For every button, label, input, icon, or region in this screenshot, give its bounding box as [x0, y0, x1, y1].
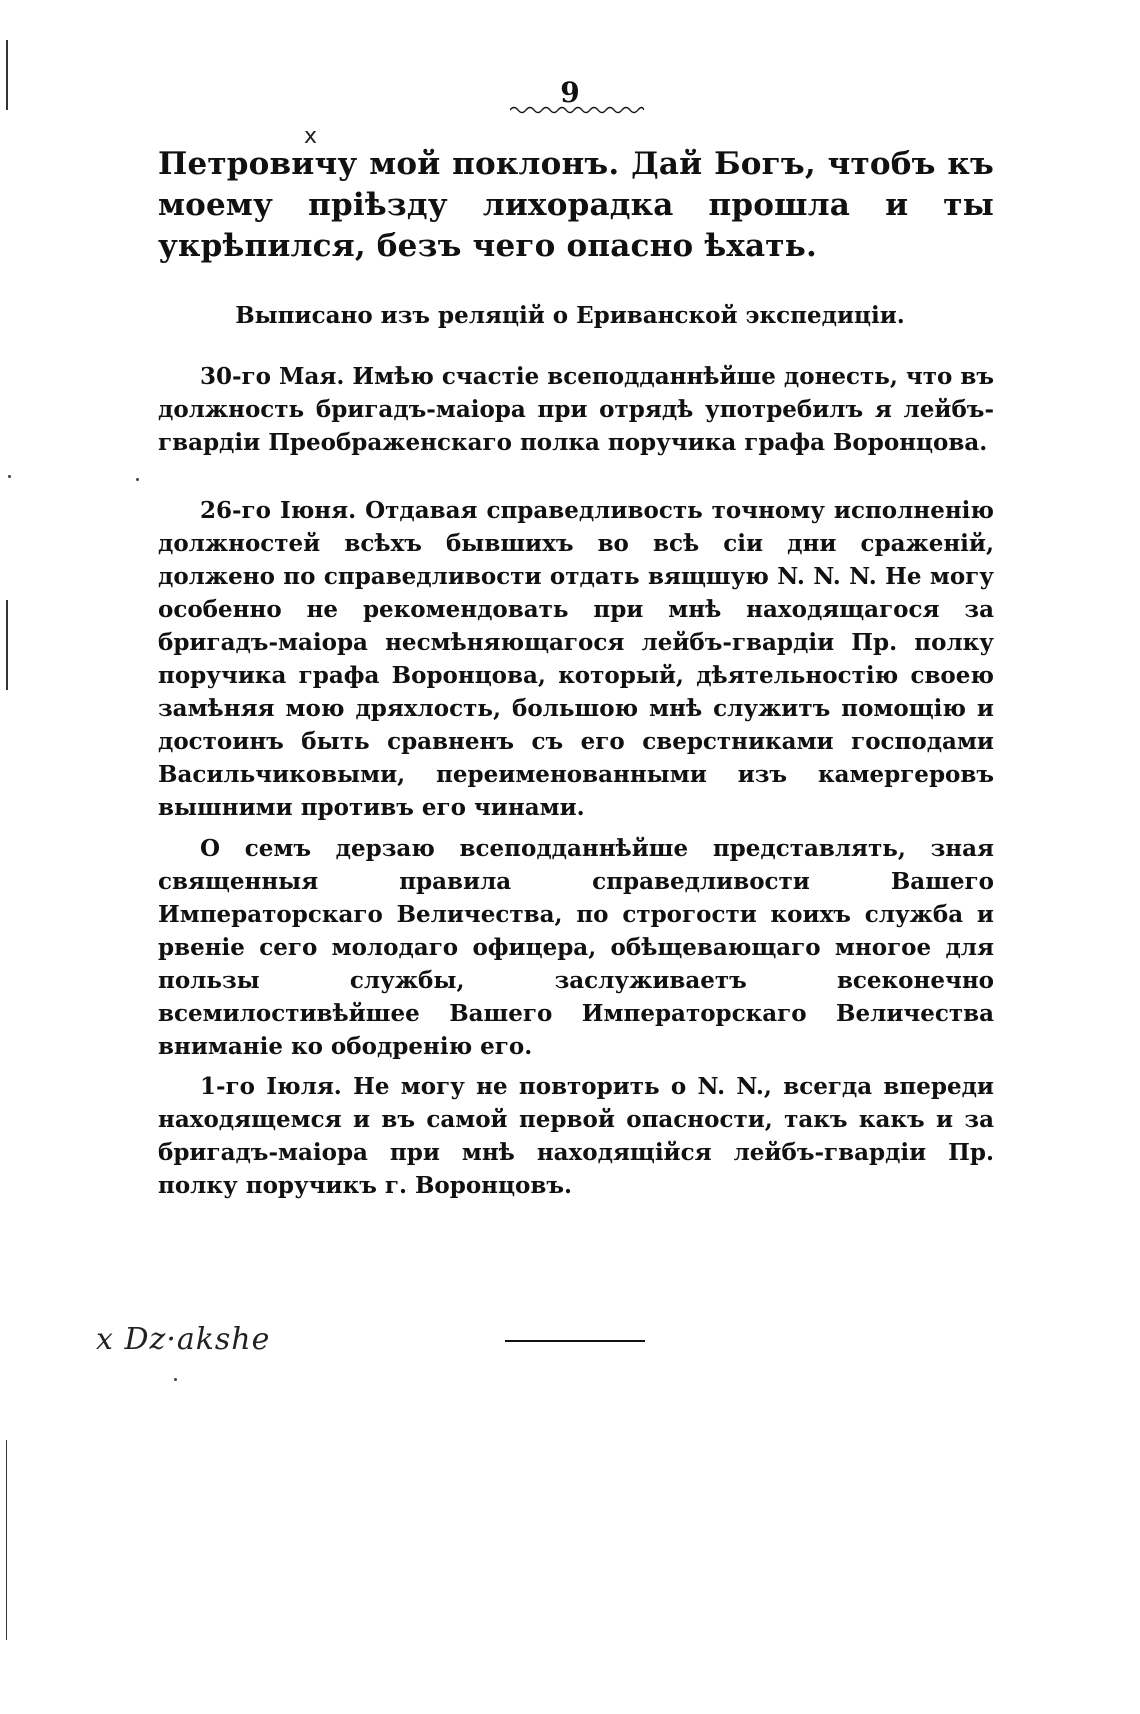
paragraph-petition	[158, 832, 994, 1063]
scan-edge-mark	[6, 1440, 7, 1640]
insertion-mark: x	[304, 124, 318, 149]
scan-edge-mark	[6, 600, 8, 690]
paragraph-july-1	[158, 1070, 994, 1202]
paragraph-text: 1-го Іюля. Не могу не повторить о N. N., всегда впереди находящемся и въ самой первой опасности, такъ какъ и за бригадъ-маіора при мнѣ находящійся лейбъ-гвардіи Пр. полку поручикъ г. Воронцовъ.	[158, 1073, 994, 1199]
scan-speck	[136, 478, 139, 481]
paragraph-text: 26-го Іюня. Отдавая справедливость точному исполненію должностей всѣхъ бывшихъ во всѣ сіи дни сраженій, должено по справедливости отдать вящшую N. N. N. Не могу особенно не рекомендовать при мнѣ находящагося за бригадъ-маіора несмѣняющагося лейбъ-гвардіи Пр. полку поручика графа Воронцова, который, дѣятельностію своею замѣняя мою дряхлость, большою мнѣ служитъ помощію и достоинъ быть сравненъ съ его сверстниками господами Васильчиковыми, переименованными изъ камергеровъ вышними противъ его чинами.	[158, 497, 994, 821]
paragraph-text: 30-го Мая. Имѣю счастіе всеподданнѣйше донесть, что въ должность бригадъ-маіора при отрядѣ употребилъ я лейбъ-гвардіи Преображенскаго полка поручика графа Воронцова.	[158, 363, 994, 456]
section-heading: Выписано изъ реляцій о Ериванской экспедиціи.	[235, 302, 905, 329]
page-number-ornament	[510, 104, 644, 116]
scan-speck	[174, 1378, 177, 1381]
paragraph-text: О семъ дерзаю всеподданнѣйше представлять, зная священныя правила справедливости Вашего Императорскаго Величества, по строгости коихъ служба и рвеніе сего молодаго офицера, обѣщевающаго многое для пользы службы, заслуживаетъ всеконечно всемилостивѣйшее Вашего Императорскаго Величества вниманіе ко ободренію его.	[158, 835, 994, 1060]
continuation-paragraph: Петровичу мой поклонъ. Дай Богъ, чтобъ къ моему пріѣзду лихорадка прошла и ты укрѣпился, безъ чего опасно ѣхать.	[158, 146, 994, 264]
handwritten-annotation: x Dz·akshe	[96, 1322, 271, 1357]
end-rule	[505, 1340, 645, 1342]
paragraph-june-26	[158, 494, 994, 824]
paragraph-may-30	[158, 360, 994, 459]
page-number: 9	[560, 76, 580, 109]
scan-speck	[8, 475, 11, 478]
